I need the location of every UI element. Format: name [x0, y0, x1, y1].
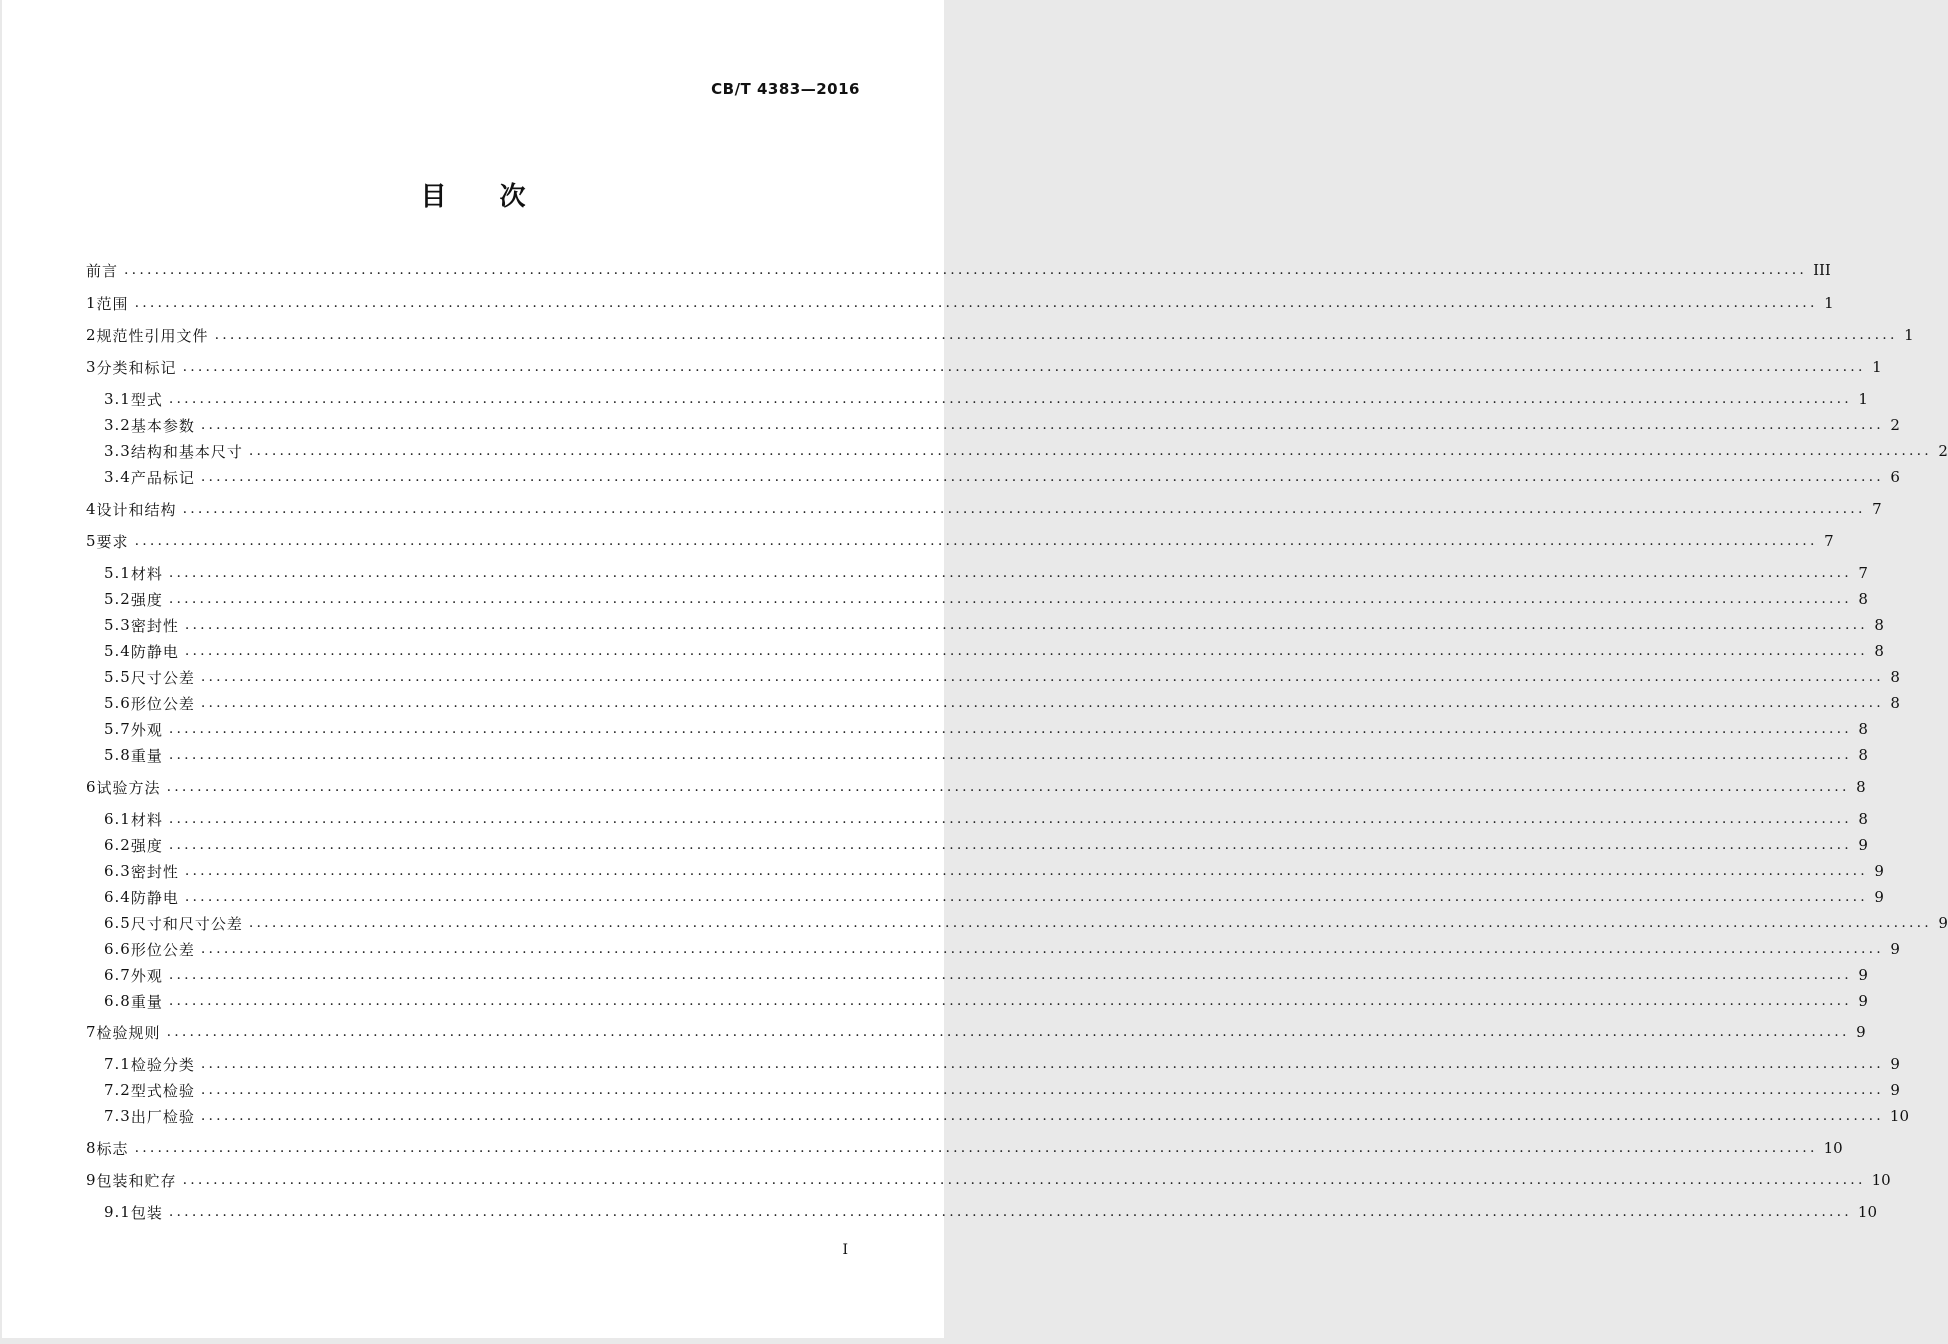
- toc-entry-page: 9: [1890, 940, 1900, 958]
- toc-dot-leader: ............................................................................................................................................................................................................................: [182, 1172, 1866, 1188]
- toc-entry-page: 9: [1856, 1023, 1866, 1041]
- toc-entry-number: 6.1: [104, 810, 131, 828]
- toc-dot-leader: ............................................................................................................................................................................................................................: [168, 391, 1852, 407]
- toc-entry-page: 9: [1858, 992, 1868, 1010]
- toc-entry-label: 材料: [130, 564, 163, 583]
- toc-dot-leader: ............................................................................................................................................................................................................................: [214, 327, 1898, 343]
- toc-dot-leader: ............................................................................................................................................................................................................................: [184, 889, 1868, 905]
- toc-entry-label: 型式: [130, 390, 163, 409]
- toc-entry-label: 重量: [130, 992, 163, 1011]
- toc-entry-label: 强度: [130, 590, 163, 609]
- toc-entry-number: 8: [86, 1139, 97, 1157]
- toc-entry-number: 5.3: [104, 616, 131, 634]
- toc-entry-number: 5.2: [104, 590, 131, 608]
- toc-entry[interactable]: [104, 744, 1868, 766]
- toc-dot-leader: ............................................................................................................................................................................................................................: [168, 591, 1852, 607]
- toc-dot-leader: ............................................................................................................................................................................................................................: [182, 501, 1866, 517]
- page-number: I: [842, 1242, 848, 1258]
- toc-entry-page: 7: [1872, 500, 1882, 518]
- toc-dot-leader: ............................................................................................................................................................................................................................: [168, 565, 1852, 581]
- toc-entry[interactable]: [86, 324, 1914, 346]
- toc-entry-number: 4: [86, 500, 97, 518]
- toc-entry-page: 6: [1890, 468, 1900, 486]
- toc-entry-page: 8: [1858, 746, 1868, 764]
- toc-entry-number: 1: [86, 294, 97, 312]
- toc-entry-label: 尺寸和尺寸公差: [130, 914, 243, 933]
- toc-entry-label: 试验方法: [96, 778, 161, 797]
- toc-entry-label: 范围: [96, 294, 129, 313]
- toc-entry[interactable]: [104, 588, 1868, 610]
- toc-entry[interactable]: [104, 834, 1868, 856]
- toc-dot-leader: ............................................................................................................................................................................................................................: [200, 417, 1884, 433]
- toc-entry-number: 3.1: [104, 390, 131, 408]
- toc-entry-label: 形位公差: [130, 940, 195, 959]
- toc-entry-page: 9: [1890, 1081, 1900, 1099]
- toc-entry-number: 6.2: [104, 836, 131, 854]
- toc-entry-page: 10: [1889, 1107, 1910, 1125]
- toc-entry[interactable]: [86, 530, 1834, 552]
- toc-entry-label: 重量: [130, 746, 163, 765]
- toc-dot-leader: ............................................................................................................................................................................................................................: [200, 941, 1884, 957]
- toc-entry[interactable]: [104, 860, 1884, 882]
- toc-entry-number: 5: [86, 532, 97, 550]
- toc-entry-page: 8: [1858, 590, 1868, 608]
- toc-entry-page: 9: [1890, 1055, 1900, 1073]
- toc-entry-page: 1: [1824, 294, 1834, 312]
- toc-entry-number: 5.4: [104, 642, 131, 660]
- toc-entry-page: 8: [1890, 694, 1900, 712]
- toc-dot-leader: ............................................................................................................................................................................................................................: [168, 1204, 1852, 1220]
- toc-entry-label: 检验分类: [130, 1055, 195, 1074]
- toc-entry-page: 2: [1890, 416, 1900, 434]
- toc-entry-number: 3.3: [104, 442, 131, 460]
- toc-entry-number: 7.1: [104, 1055, 131, 1073]
- toc-entry-label: 尺寸公差: [130, 668, 195, 687]
- toc-entry[interactable]: [104, 886, 1884, 908]
- page-title: 目 次: [420, 182, 548, 212]
- toc-entry-label: 防静电: [130, 888, 179, 907]
- toc-entry-number: 3.2: [104, 416, 131, 434]
- toc-dot-leader: ............................................................................................................................................................................................................................: [168, 967, 1852, 983]
- toc-entry[interactable]: [104, 466, 1900, 488]
- toc-dot-leader: ............................................................................................................................................................................................................................: [168, 837, 1852, 853]
- toc-entry-number: 6.7: [104, 966, 131, 984]
- toc-entry[interactable]: [104, 964, 1868, 986]
- toc-dot-leader: ............................................................................................................................................................................................................................: [134, 295, 1818, 311]
- toc-entry-number: 6.5: [104, 914, 131, 932]
- toc-dot-leader: ............................................................................................................................................................................................................................: [166, 1024, 1850, 1040]
- toc-entry-number: 9: [86, 1171, 97, 1189]
- toc-entry-label: 分类和标记: [96, 358, 177, 377]
- toc-entry[interactable]: [86, 292, 1834, 314]
- toc-entry-label: 外观: [130, 966, 163, 985]
- toc-entry-label: 外观: [130, 720, 163, 739]
- toc-entry-page: 1: [1858, 390, 1868, 408]
- toc-entry-page: 9: [1938, 914, 1948, 932]
- toc-entry-page: 10: [1823, 1139, 1843, 1157]
- toc-entry-number: 3: [86, 358, 97, 376]
- toc-entry-number: 3.4: [104, 468, 131, 486]
- toc-dot-leader: ............................................................................................................................................................................................................................: [168, 747, 1852, 763]
- toc-dot-leader: ............................................................................................................................................................................................................................: [200, 1108, 1884, 1124]
- toc-entry-number: 6.3: [104, 862, 131, 880]
- toc-entry-label: 检验规则: [96, 1023, 161, 1042]
- toc-entry[interactable]: [104, 562, 1868, 584]
- toc-entry[interactable]: [104, 912, 1948, 934]
- toc-entry-page: 10: [1871, 1171, 1891, 1189]
- toc-entry-page: III: [1813, 261, 1831, 279]
- toc-entry[interactable]: [104, 414, 1900, 436]
- toc-dot-leader: ............................................................................................................................................................................................................................: [200, 1056, 1884, 1072]
- toc-entry[interactable]: [104, 938, 1900, 960]
- document-page: [2, 0, 1948, 1338]
- toc-entry[interactable]: [86, 1021, 1866, 1043]
- toc-dot-leader: ............................................................................................................................................................................................................................: [166, 779, 1850, 795]
- toc-dot-leader: ............................................................................................................................................................................................................................: [134, 533, 1818, 549]
- toc-entry[interactable]: [86, 356, 1882, 378]
- toc-entry-number: 5.1: [104, 564, 131, 582]
- toc-entry[interactable]: [104, 1105, 1910, 1127]
- toc-dot-leader: ............................................................................................................................................................................................................................: [184, 643, 1868, 659]
- toc-entry-number: 5.6: [104, 694, 131, 712]
- toc-entry[interactable]: [86, 776, 1866, 798]
- toc-entry-label: 材料: [130, 810, 163, 829]
- toc-dot-leader: ............................................................................................................................................................................................................................: [200, 669, 1884, 685]
- toc-entry-page: 10: [1857, 1203, 1878, 1221]
- toc-entry-page: 8: [1858, 810, 1868, 828]
- toc-entry[interactable]: [86, 259, 1831, 281]
- toc-dot-leader: ............................................................................................................................................................................................................................: [200, 1082, 1884, 1098]
- toc-entry-number: 5.8: [104, 746, 131, 764]
- toc-entry-label: 要求: [96, 532, 129, 551]
- toc-dot-leader: ............................................................................................................................................................................................................................: [168, 993, 1852, 1009]
- toc-entry-number: 5.7: [104, 720, 131, 738]
- toc-entry-label: 标志: [96, 1139, 129, 1158]
- toc-dot-leader: ............................................................................................................................................................................................................................: [200, 695, 1884, 711]
- toc-entry-number: 7.2: [104, 1081, 131, 1099]
- toc-entry-page: 1: [1904, 326, 1914, 344]
- toc-entry-label: 密封性: [130, 862, 179, 881]
- toc-entry-number: 6.6: [104, 940, 131, 958]
- toc-entry-number: 7: [86, 1023, 97, 1041]
- toc-dot-leader: ............................................................................................................................................................................................................................: [184, 617, 1868, 633]
- toc-entry-page: 7: [1858, 564, 1868, 582]
- toc-entry-label: 设计和结构: [96, 500, 177, 519]
- toc-dot-leader: ............................................................................................................................................................................................................................: [124, 262, 1808, 278]
- toc-entry-number: 6.4: [104, 888, 131, 906]
- toc-entry-page: 9: [1874, 888, 1884, 906]
- toc-entry-page: 8: [1874, 642, 1884, 660]
- toc-entry-page: 9: [1858, 966, 1868, 984]
- toc-entry[interactable]: [104, 388, 1868, 410]
- toc-entry[interactable]: [86, 1169, 1891, 1191]
- toc-entry[interactable]: [104, 614, 1884, 636]
- toc-dot-leader: ............................................................................................................................................................................................................................: [248, 443, 1932, 459]
- toc-entry-number: 5.5: [104, 668, 131, 686]
- toc-entry-label: 产品标记: [130, 468, 195, 487]
- toc-entry-label: 包装: [130, 1203, 163, 1222]
- toc-entry-number: 2: [86, 326, 97, 344]
- toc-entry-label: 结构和基本尺寸: [130, 442, 243, 461]
- toc-dot-leader: ............................................................................................................................................................................................................................: [134, 1140, 1818, 1156]
- toc-entry-page: 9: [1874, 862, 1884, 880]
- toc-entry-label: 出厂检验: [130, 1107, 195, 1126]
- toc-entry-number: 6.8: [104, 992, 131, 1010]
- toc-entry[interactable]: [104, 1079, 1900, 1101]
- toc-entry[interactable]: [86, 498, 1882, 520]
- toc-entry-page: 2: [1938, 442, 1948, 460]
- toc-entry-label: 规范性引用文件: [96, 326, 209, 345]
- toc-entry-page: 8: [1874, 616, 1884, 634]
- toc-entry-label: 基本参数: [130, 416, 195, 435]
- toc-entry-page: 1: [1872, 358, 1882, 376]
- toc-entry[interactable]: [104, 718, 1868, 740]
- toc-entry-page: 8: [1890, 668, 1900, 686]
- toc-entry[interactable]: [104, 640, 1884, 662]
- toc-entry[interactable]: [104, 692, 1900, 714]
- document-code: CB/T 4383—2016: [711, 80, 860, 98]
- toc-entry-page: 7: [1824, 532, 1834, 550]
- toc-entry[interactable]: [104, 808, 1868, 830]
- toc-entry[interactable]: [104, 990, 1868, 1012]
- toc-entry[interactable]: [104, 1201, 1878, 1223]
- toc-entry-page: 8: [1856, 778, 1866, 796]
- toc-entry-page: 9: [1858, 836, 1868, 854]
- toc-entry-number: 9.1: [104, 1203, 131, 1221]
- toc-dot-leader: ............................................................................................................................................................................................................................: [168, 811, 1852, 827]
- toc-entry[interactable]: [86, 1137, 1843, 1159]
- toc-entry-label: 形位公差: [130, 694, 195, 713]
- toc-entry-page: 8: [1858, 720, 1868, 738]
- toc-dot-leader: ............................................................................................................................................................................................................................: [248, 915, 1932, 931]
- toc-dot-leader: ............................................................................................................................................................................................................................: [168, 721, 1852, 737]
- toc-entry-label: 密封性: [130, 616, 179, 635]
- toc-entry-label: 防静电: [130, 642, 179, 661]
- toc-dot-leader: ............................................................................................................................................................................................................................: [184, 863, 1868, 879]
- toc-entry[interactable]: [104, 666, 1900, 688]
- toc-entry-label: 型式检验: [130, 1081, 195, 1100]
- toc-entry-number: 6: [86, 778, 97, 796]
- toc-dot-leader: ............................................................................................................................................................................................................................: [200, 469, 1884, 485]
- toc-entry-label: 强度: [130, 836, 163, 855]
- toc-dot-leader: ............................................................................................................................................................................................................................: [182, 359, 1866, 375]
- toc-entry-label: 前言: [86, 261, 119, 280]
- toc-entry-number: 7.3: [104, 1107, 131, 1125]
- toc-entry-label: 包装和贮存: [96, 1171, 177, 1190]
- toc-entry[interactable]: [104, 1053, 1900, 1075]
- toc-entry[interactable]: [104, 440, 1948, 462]
